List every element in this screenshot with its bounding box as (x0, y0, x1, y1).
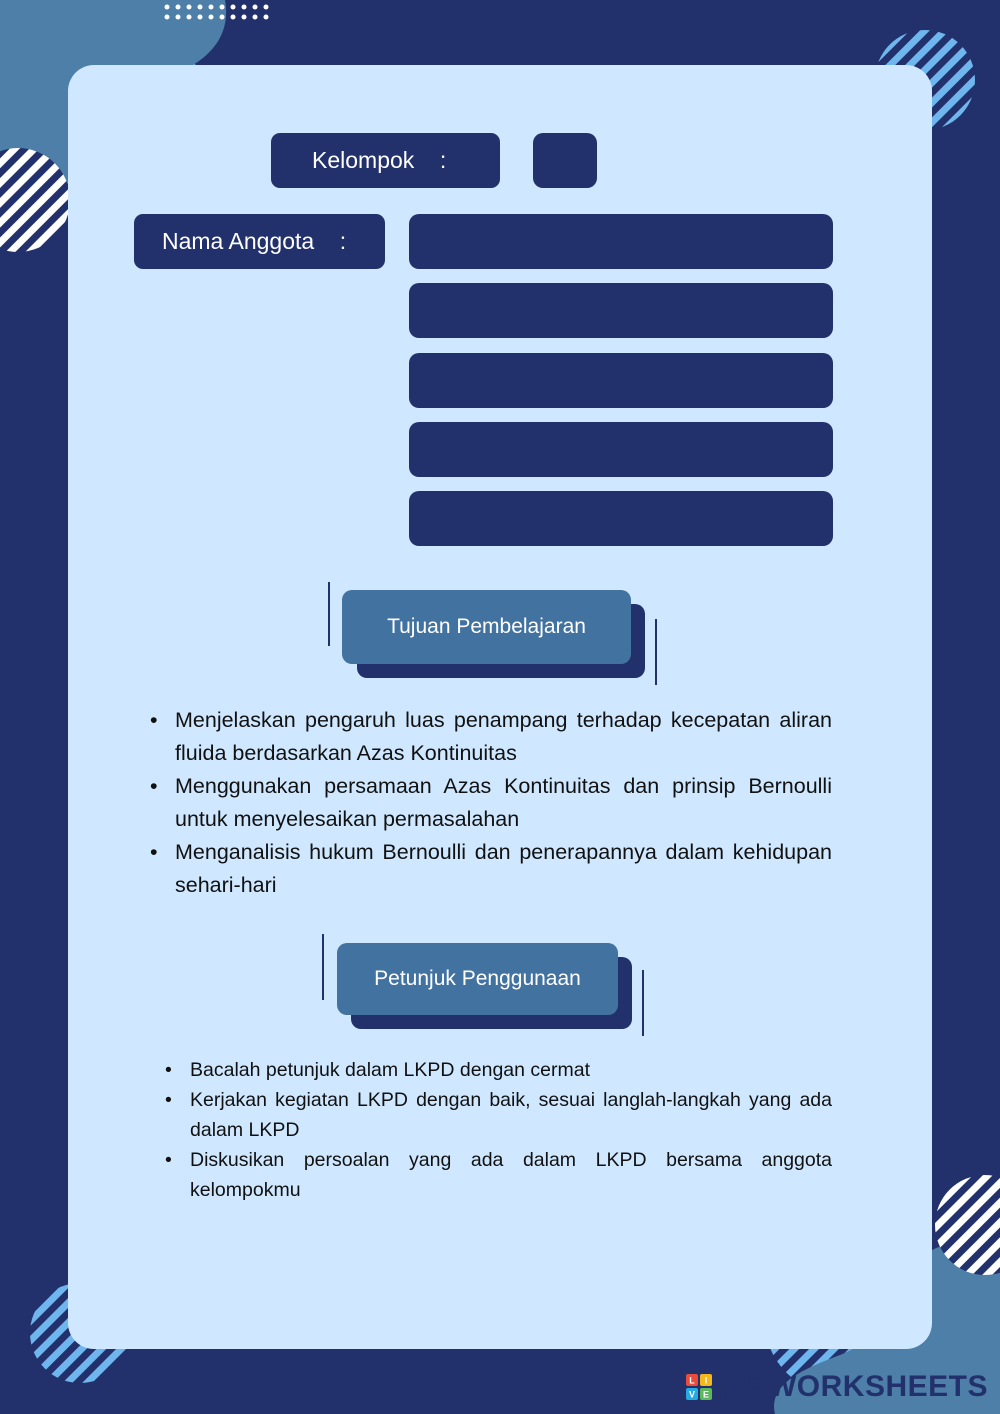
member-field-3[interactable] (409, 353, 833, 408)
liveworksheets-logo-icon (686, 1374, 712, 1400)
objective-item: • Menggunakan persamaan Azas Kontinuitas dan prinsip Bernoulli untuk menyelesaikan permasalahan (150, 770, 832, 836)
instruction-item: • Diskusikan persoalan yang ada dalam LKPD bersama anggota kelompokmu (165, 1145, 832, 1205)
instruction-item: • Kerjakan kegiatan LKPD dengan baik, sesuai langlah-langkah yang ada dalam LKPD (165, 1085, 832, 1145)
svg-text:I: I (704, 1375, 708, 1386)
instructions-header (337, 943, 618, 1015)
instructions-line-left (322, 934, 324, 1000)
members-label (134, 214, 385, 269)
objectives-list (150, 704, 832, 902)
objectives-header (342, 590, 631, 664)
objective-item: • Menjelaskan pengaruh luas penampang terhadap kecepatan aliran fluida berdasarkan Azas Kontinuitas (150, 704, 832, 770)
objectives-line-left (328, 582, 330, 646)
instructions-line-right (642, 970, 644, 1036)
group-field[interactable] (533, 133, 597, 188)
objective-item: • Menganalisis hukum Bernoulli dan penerapannya dalam kehidupan sehari-hari (150, 836, 832, 902)
group-label (271, 133, 500, 188)
liveworksheets-text: IVEWORKSHEETS (718, 1370, 988, 1403)
member-field-2[interactable] (409, 283, 833, 338)
svg-text:V: V (689, 1389, 696, 1400)
member-field-4[interactable] (409, 422, 833, 477)
member-field-1[interactable] (409, 214, 833, 269)
svg-text:E: E (703, 1389, 710, 1400)
instructions-title: Petunjuk Penggunaan (374, 967, 581, 990)
svg-text:L: L (689, 1375, 695, 1386)
members-label-text: Nama Anggota : (162, 228, 347, 254)
instructions-list (165, 1055, 832, 1205)
objectives-line-right (655, 619, 657, 685)
instruction-item: • Bacalah petunjuk dalam LKPD dengan cermat (165, 1055, 832, 1085)
objectives-title: Tujuan Pembelajaran (387, 615, 586, 638)
member-field-5[interactable] (409, 491, 833, 546)
group-label-text: Kelompok : (312, 147, 447, 173)
liveworksheets-watermark (686, 1370, 988, 1404)
